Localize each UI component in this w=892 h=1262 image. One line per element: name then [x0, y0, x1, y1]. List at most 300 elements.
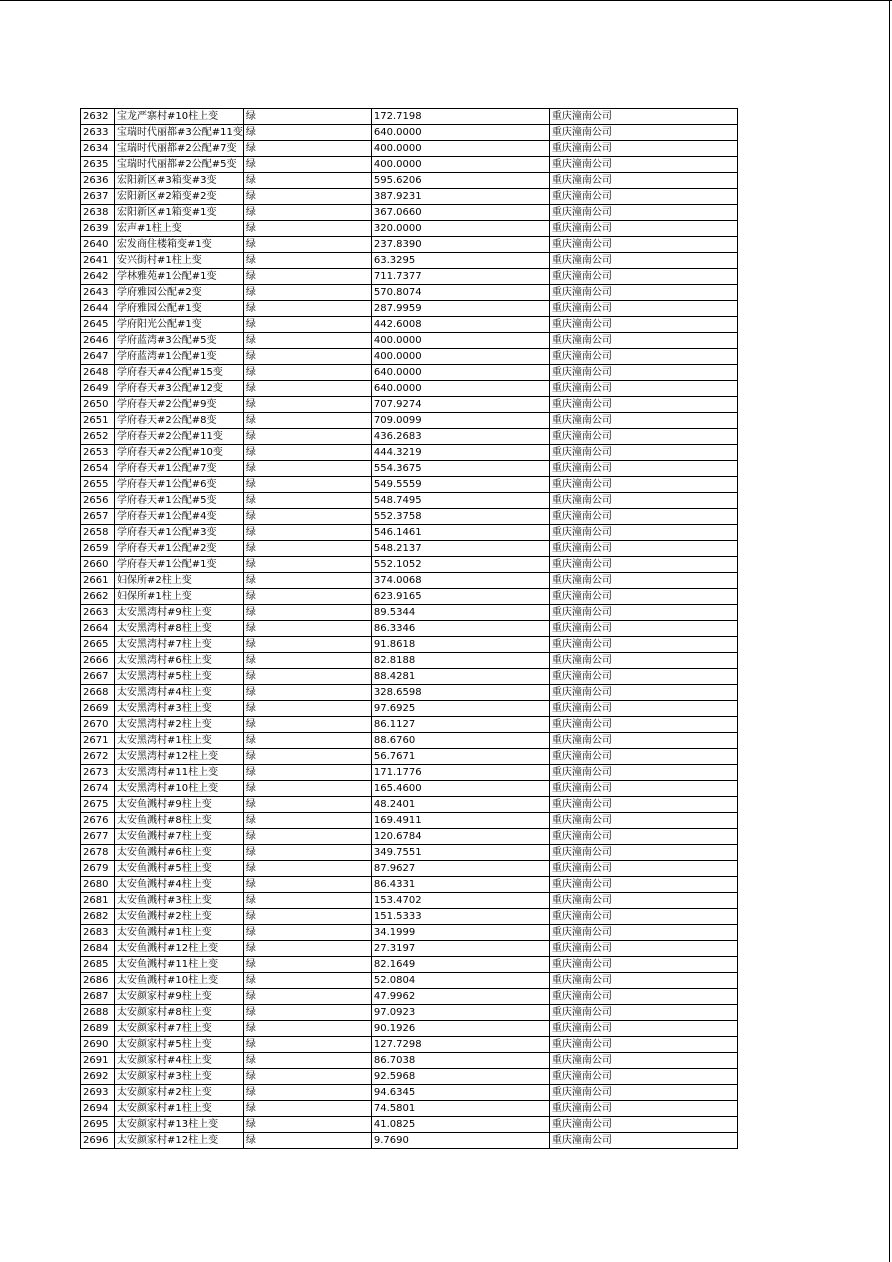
status-cell: 绿	[243, 125, 371, 141]
company-cell: 重庆潼南公司	[549, 525, 737, 541]
status-cell: 绿	[243, 269, 371, 285]
value-cell: 153.4702	[371, 893, 549, 909]
table-row	[81, 733, 738, 749]
company-cell: 重庆潼南公司	[549, 733, 737, 749]
value-cell: 52.0804	[371, 973, 549, 989]
value-cell: 400.0000	[371, 141, 549, 157]
status-cell: 绿	[243, 461, 371, 477]
value-cell: 97.6925	[371, 701, 549, 717]
status-cell: 绿	[243, 157, 371, 173]
company-cell: 重庆潼南公司	[549, 205, 737, 221]
company-cell: 重庆潼南公司	[549, 349, 737, 365]
status-cell: 绿	[243, 173, 371, 189]
row-id-cell: 2635	[81, 157, 115, 173]
company-cell: 重庆潼南公司	[549, 893, 737, 909]
company-cell: 重庆潼南公司	[549, 701, 737, 717]
status-cell: 绿	[243, 861, 371, 877]
company-cell: 重庆潼南公司	[549, 1085, 737, 1101]
company-cell: 重庆潼南公司	[549, 717, 737, 733]
company-cell: 重庆潼南公司	[549, 493, 737, 509]
value-cell: 86.4331	[371, 877, 549, 893]
row-id-cell: 2634	[81, 141, 115, 157]
table-row	[81, 541, 738, 557]
transformer-name-cell: 太安鱼溅村#9柱上变	[115, 797, 244, 813]
company-cell: 重庆潼南公司	[549, 605, 737, 621]
value-cell: 707.9274	[371, 397, 549, 413]
transformer-name-cell: 太安鱼溅村#11柱上变	[115, 957, 244, 973]
table-row	[81, 1101, 738, 1117]
transformer-name-cell: 太安鱼溅村#6柱上变	[115, 845, 244, 861]
transformer-name-cell: 太安鱼溅村#12柱上变	[115, 941, 244, 957]
value-cell: 287.9959	[371, 301, 549, 317]
transformer-name-cell: 太安颜家村#3柱上变	[115, 1069, 244, 1085]
company-cell: 重庆潼南公司	[549, 909, 737, 925]
company-cell: 重庆潼南公司	[549, 109, 737, 125]
row-id-cell: 2673	[81, 765, 115, 781]
transformer-name-cell: 太安鱼溅村#5柱上变	[115, 861, 244, 877]
transformer-name-cell: 宝龙严寨村#10柱上变	[115, 109, 244, 125]
status-cell: 绿	[243, 573, 371, 589]
transformer-name-cell: 宏发商住楼箱变#1变	[115, 237, 244, 253]
transformer-name-cell: 妇保所#1柱上变	[115, 589, 244, 605]
transformer-name-cell: 学府阳光公配#1变	[115, 317, 244, 333]
value-cell: 640.0000	[371, 125, 549, 141]
table-row	[81, 909, 738, 925]
status-cell: 绿	[243, 189, 371, 205]
row-id-cell: 2695	[81, 1117, 115, 1133]
transformer-name-cell: 宝瑞时代丽都#2公配#5变	[115, 157, 244, 173]
row-id-cell: 2654	[81, 461, 115, 477]
company-cell: 重庆潼南公司	[549, 365, 737, 381]
company-cell: 重庆潼南公司	[549, 813, 737, 829]
transformer-name-cell: 宏阳新区#3箱变#3变	[115, 173, 244, 189]
transformer-name-cell: 学府春天#1公配#4变	[115, 509, 244, 525]
transformer-name-cell: 学府春天#3公配#12变	[115, 381, 244, 397]
row-id-cell: 2657	[81, 509, 115, 525]
row-id-cell: 2693	[81, 1085, 115, 1101]
table-row	[81, 365, 738, 381]
value-cell: 367.0660	[371, 205, 549, 221]
row-id-cell: 2669	[81, 701, 115, 717]
row-id-cell: 2638	[81, 205, 115, 221]
transformer-name-cell: 学府春天#2公配#10变	[115, 445, 244, 461]
status-cell: 绿	[243, 333, 371, 349]
company-cell: 重庆潼南公司	[549, 173, 737, 189]
status-cell: 绿	[243, 973, 371, 989]
company-cell: 重庆潼南公司	[549, 829, 737, 845]
status-cell: 绿	[243, 1005, 371, 1021]
row-id-cell: 2666	[81, 653, 115, 669]
table-row	[81, 1085, 738, 1101]
status-cell: 绿	[243, 1037, 371, 1053]
transformer-name-cell: 学府春天#1公配#6变	[115, 477, 244, 493]
table-row	[81, 125, 738, 141]
value-cell: 552.3758	[371, 509, 549, 525]
value-cell: 9.7690	[371, 1133, 549, 1149]
table-row	[81, 189, 738, 205]
status-cell: 绿	[243, 349, 371, 365]
transformer-name-cell: 太安颜家村#9柱上变	[115, 989, 244, 1005]
transformer-name-cell: 安兴街村#1柱上变	[115, 253, 244, 269]
status-cell: 绿	[243, 813, 371, 829]
table-row	[81, 893, 738, 909]
table-row	[81, 413, 738, 429]
company-cell: 重庆潼南公司	[549, 1021, 737, 1037]
status-cell: 绿	[243, 877, 371, 893]
company-cell: 重庆潼南公司	[549, 557, 737, 573]
status-cell: 绿	[243, 957, 371, 973]
value-cell: 88.4281	[371, 669, 549, 685]
row-id-cell: 2637	[81, 189, 115, 205]
status-cell: 绿	[243, 1053, 371, 1069]
status-cell: 绿	[243, 685, 371, 701]
value-cell: 88.6760	[371, 733, 549, 749]
transformer-name-cell: 太安黑湾村#12柱上变	[115, 749, 244, 765]
value-cell: 82.8188	[371, 653, 549, 669]
company-cell: 重庆潼南公司	[549, 1037, 737, 1053]
value-cell: 436.2683	[371, 429, 549, 445]
row-id-cell: 2642	[81, 269, 115, 285]
company-cell: 重庆潼南公司	[549, 1133, 737, 1149]
table-row	[81, 157, 738, 173]
row-id-cell: 2686	[81, 973, 115, 989]
company-cell: 重庆潼南公司	[549, 877, 737, 893]
transformer-name-cell: 学府春天#2公配#11变	[115, 429, 244, 445]
row-id-cell: 2687	[81, 989, 115, 1005]
status-cell: 绿	[243, 941, 371, 957]
transformer-name-cell: 太安黑湾村#4柱上变	[115, 685, 244, 701]
value-cell: 400.0000	[371, 349, 549, 365]
company-cell: 重庆潼南公司	[549, 957, 737, 973]
status-cell: 绿	[243, 1085, 371, 1101]
table-row	[81, 301, 738, 317]
company-cell: 重庆潼南公司	[549, 429, 737, 445]
company-cell: 重庆潼南公司	[549, 461, 737, 477]
transformer-name-cell: 太安黑湾村#3柱上变	[115, 701, 244, 717]
transformer-name-cell: 太安黑湾村#10柱上变	[115, 781, 244, 797]
transformer-name-cell: 太安鱼溅村#2柱上变	[115, 909, 244, 925]
transformer-name-cell: 学府雅园公配#2变	[115, 285, 244, 301]
status-cell: 绿	[243, 365, 371, 381]
table-row	[81, 605, 738, 621]
table-row	[81, 237, 738, 253]
company-cell: 重庆潼南公司	[549, 541, 737, 557]
transformer-name-cell: 太安黑湾村#2柱上变	[115, 717, 244, 733]
transformer-name-cell: 太安颜家村#13柱上变	[115, 1117, 244, 1133]
value-cell: 623.9165	[371, 589, 549, 605]
table-row	[81, 173, 738, 189]
status-cell: 绿	[243, 381, 371, 397]
table-row	[81, 781, 738, 797]
status-cell: 绿	[243, 557, 371, 573]
status-cell: 绿	[243, 653, 371, 669]
value-cell: 595.6206	[371, 173, 549, 189]
value-cell: 554.3675	[371, 461, 549, 477]
status-cell: 绿	[243, 1069, 371, 1085]
transformer-table	[80, 108, 738, 1149]
value-cell: 90.1926	[371, 1021, 549, 1037]
table-row	[81, 397, 738, 413]
row-id-cell: 2670	[81, 717, 115, 733]
table-row	[81, 509, 738, 525]
row-id-cell: 2671	[81, 733, 115, 749]
row-id-cell: 2648	[81, 365, 115, 381]
value-cell: 89.5344	[371, 605, 549, 621]
row-id-cell: 2640	[81, 237, 115, 253]
company-cell: 重庆潼南公司	[549, 221, 737, 237]
status-cell: 绿	[243, 541, 371, 557]
transformer-name-cell: 太安颜家村#8柱上变	[115, 1005, 244, 1021]
row-id-cell: 2652	[81, 429, 115, 445]
transformer-name-cell: 太安颜家村#7柱上变	[115, 1021, 244, 1037]
status-cell: 绿	[243, 109, 371, 125]
table-row	[81, 493, 738, 509]
status-cell: 绿	[243, 509, 371, 525]
company-cell: 重庆潼南公司	[549, 781, 737, 797]
row-id-cell: 2664	[81, 621, 115, 637]
status-cell: 绿	[243, 493, 371, 509]
row-id-cell: 2696	[81, 1133, 115, 1149]
transformer-name-cell: 学府春天#1公配#3变	[115, 525, 244, 541]
company-cell: 重庆潼南公司	[549, 397, 737, 413]
value-cell: 237.8390	[371, 237, 549, 253]
status-cell: 绿	[243, 605, 371, 621]
table-row	[81, 205, 738, 221]
table-row	[81, 573, 738, 589]
row-id-cell: 2641	[81, 253, 115, 269]
row-id-cell: 2651	[81, 413, 115, 429]
value-cell: 172.7198	[371, 109, 549, 125]
status-cell: 绿	[243, 717, 371, 733]
status-cell: 绿	[243, 989, 371, 1005]
value-cell: 548.2137	[371, 541, 549, 557]
table-row	[81, 589, 738, 605]
value-cell: 41.0825	[371, 1117, 549, 1133]
company-cell: 重庆潼南公司	[549, 413, 737, 429]
table-row	[81, 461, 738, 477]
table-row	[81, 1005, 738, 1021]
transformer-name-cell: 学府春天#4公配#15变	[115, 365, 244, 381]
value-cell: 74.5801	[371, 1101, 549, 1117]
table-row	[81, 445, 738, 461]
transformer-name-cell: 太安鱼溅村#8柱上变	[115, 813, 244, 829]
company-cell: 重庆潼南公司	[549, 333, 737, 349]
value-cell: 374.0068	[371, 573, 549, 589]
table-row	[81, 317, 738, 333]
row-id-cell: 2679	[81, 861, 115, 877]
table-body	[81, 109, 738, 1149]
value-cell: 328.6598	[371, 685, 549, 701]
row-id-cell: 2691	[81, 1053, 115, 1069]
transformer-name-cell: 宝瑞时代丽都#2公配#7变	[115, 141, 244, 157]
status-cell: 绿	[243, 733, 371, 749]
transformer-name-cell: 太安鱼溅村#4柱上变	[115, 877, 244, 893]
row-id-cell: 2653	[81, 445, 115, 461]
table-row	[81, 813, 738, 829]
row-id-cell: 2692	[81, 1069, 115, 1085]
row-id-cell: 2647	[81, 349, 115, 365]
table-row	[81, 845, 738, 861]
value-cell: 640.0000	[371, 365, 549, 381]
status-cell: 绿	[243, 589, 371, 605]
row-id-cell: 2689	[81, 1021, 115, 1037]
table-row	[81, 1069, 738, 1085]
table-row	[81, 829, 738, 845]
transformer-name-cell: 太安鱼溅村#7柱上变	[115, 829, 244, 845]
table-row	[81, 1053, 738, 1069]
company-cell: 重庆潼南公司	[549, 685, 737, 701]
company-cell: 重庆潼南公司	[549, 653, 737, 669]
company-cell: 重庆潼南公司	[549, 509, 737, 525]
status-cell: 绿	[243, 637, 371, 653]
company-cell: 重庆潼南公司	[549, 797, 737, 813]
company-cell: 重庆潼南公司	[549, 749, 737, 765]
company-cell: 重庆潼南公司	[549, 381, 737, 397]
row-id-cell: 2682	[81, 909, 115, 925]
transformer-name-cell: 太安鱼溅村#10柱上变	[115, 973, 244, 989]
transformer-name-cell: 学府春天#1公配#5变	[115, 493, 244, 509]
row-id-cell: 2662	[81, 589, 115, 605]
status-cell: 绿	[243, 445, 371, 461]
table-row	[81, 381, 738, 397]
table-row	[81, 877, 738, 893]
value-cell: 86.7038	[371, 1053, 549, 1069]
row-id-cell: 2660	[81, 557, 115, 573]
row-id-cell: 2655	[81, 477, 115, 493]
page-right-border	[889, 0, 890, 1262]
value-cell: 91.8618	[371, 637, 549, 653]
transformer-name-cell: 学府春天#2公配#8变	[115, 413, 244, 429]
transformer-name-cell: 太安黑湾村#9柱上变	[115, 605, 244, 621]
company-cell: 重庆潼南公司	[549, 301, 737, 317]
company-cell: 重庆潼南公司	[549, 1005, 737, 1021]
table-row	[81, 637, 738, 653]
status-cell: 绿	[243, 141, 371, 157]
transformer-name-cell: 太安鱼溅村#1柱上变	[115, 925, 244, 941]
status-cell: 绿	[243, 1117, 371, 1133]
transformer-name-cell: 太安黑湾村#8柱上变	[115, 621, 244, 637]
transformer-name-cell: 宏声#1柱上变	[115, 221, 244, 237]
company-cell: 重庆潼南公司	[549, 285, 737, 301]
transformer-name-cell: 太安颜家村#1柱上变	[115, 1101, 244, 1117]
company-cell: 重庆潼南公司	[549, 477, 737, 493]
value-cell: 570.8074	[371, 285, 549, 301]
row-id-cell: 2683	[81, 925, 115, 941]
status-cell: 绿	[243, 205, 371, 221]
transformer-name-cell: 太安鱼溅村#3柱上变	[115, 893, 244, 909]
row-id-cell: 2663	[81, 605, 115, 621]
value-cell: 92.5968	[371, 1069, 549, 1085]
transformer-name-cell: 学林雅苑#1公配#1变	[115, 269, 244, 285]
row-id-cell: 2639	[81, 221, 115, 237]
table-row	[81, 253, 738, 269]
company-cell: 重庆潼南公司	[549, 1117, 737, 1133]
row-id-cell: 2684	[81, 941, 115, 957]
row-id-cell: 2665	[81, 637, 115, 653]
value-cell: 320.0000	[371, 221, 549, 237]
status-cell: 绿	[243, 301, 371, 317]
company-cell: 重庆潼南公司	[549, 317, 737, 333]
value-cell: 127.7298	[371, 1037, 549, 1053]
value-cell: 165.4600	[371, 781, 549, 797]
value-cell: 87.9627	[371, 861, 549, 877]
value-cell: 400.0000	[371, 333, 549, 349]
transformer-name-cell: 太安黑湾村#6柱上变	[115, 653, 244, 669]
table-row	[81, 1037, 738, 1053]
value-cell: 549.5559	[371, 477, 549, 493]
value-cell: 34.1999	[371, 925, 549, 941]
value-cell: 47.9962	[371, 989, 549, 1005]
row-id-cell: 2636	[81, 173, 115, 189]
row-id-cell: 2680	[81, 877, 115, 893]
transformer-name-cell: 太安颜家村#12柱上变	[115, 1133, 244, 1149]
transformer-name-cell: 宝瑞时代丽都#3公配#11变	[115, 125, 244, 141]
value-cell: 86.3346	[371, 621, 549, 637]
company-cell: 重庆潼南公司	[549, 669, 737, 685]
row-id-cell: 2658	[81, 525, 115, 541]
status-cell: 绿	[243, 237, 371, 253]
table-row	[81, 861, 738, 877]
status-cell: 绿	[243, 525, 371, 541]
company-cell: 重庆潼南公司	[549, 765, 737, 781]
value-cell: 63.3295	[371, 253, 549, 269]
company-cell: 重庆潼南公司	[549, 589, 737, 605]
table-row	[81, 989, 738, 1005]
table-row	[81, 925, 738, 941]
value-cell: 94.6345	[371, 1085, 549, 1101]
row-id-cell: 2649	[81, 381, 115, 397]
transformer-name-cell: 太安黑湾村#1柱上变	[115, 733, 244, 749]
transformer-name-cell: 太安颜家村#2柱上变	[115, 1085, 244, 1101]
row-id-cell: 2633	[81, 125, 115, 141]
row-id-cell: 2681	[81, 893, 115, 909]
status-cell: 绿	[243, 621, 371, 637]
company-cell: 重庆潼南公司	[549, 1053, 737, 1069]
table-row	[81, 109, 738, 125]
table-row	[81, 221, 738, 237]
transformer-name-cell: 太安黑湾村#5柱上变	[115, 669, 244, 685]
company-cell: 重庆潼南公司	[549, 1101, 737, 1117]
transformer-name-cell: 学府春天#1公配#2变	[115, 541, 244, 557]
transformer-name-cell: 学府春天#1公配#7变	[115, 461, 244, 477]
table-row	[81, 525, 738, 541]
company-cell: 重庆潼南公司	[549, 573, 737, 589]
table-row	[81, 797, 738, 813]
status-cell: 绿	[243, 749, 371, 765]
company-cell: 重庆潼南公司	[549, 253, 737, 269]
company-cell: 重庆潼南公司	[549, 157, 737, 173]
transformer-name-cell: 太安颜家村#4柱上变	[115, 1053, 244, 1069]
company-cell: 重庆潼南公司	[549, 861, 737, 877]
status-cell: 绿	[243, 669, 371, 685]
transformer-name-cell: 太安黑湾村#7柱上变	[115, 637, 244, 653]
transformer-name-cell: 妇保所#2柱上变	[115, 573, 244, 589]
value-cell: 444.3219	[371, 445, 549, 461]
value-cell: 48.2401	[371, 797, 549, 813]
row-id-cell: 2644	[81, 301, 115, 317]
transformer-name-cell: 学府蓝湾#1公配#1变	[115, 349, 244, 365]
row-id-cell: 2668	[81, 685, 115, 701]
value-cell: 151.5333	[371, 909, 549, 925]
status-cell: 绿	[243, 781, 371, 797]
transformer-name-cell: 学府春天#1公配#1变	[115, 557, 244, 573]
table-row	[81, 269, 738, 285]
value-cell: 169.4911	[371, 813, 549, 829]
status-cell: 绿	[243, 909, 371, 925]
table-row	[81, 1133, 738, 1149]
status-cell: 绿	[243, 845, 371, 861]
table-row	[81, 1117, 738, 1133]
